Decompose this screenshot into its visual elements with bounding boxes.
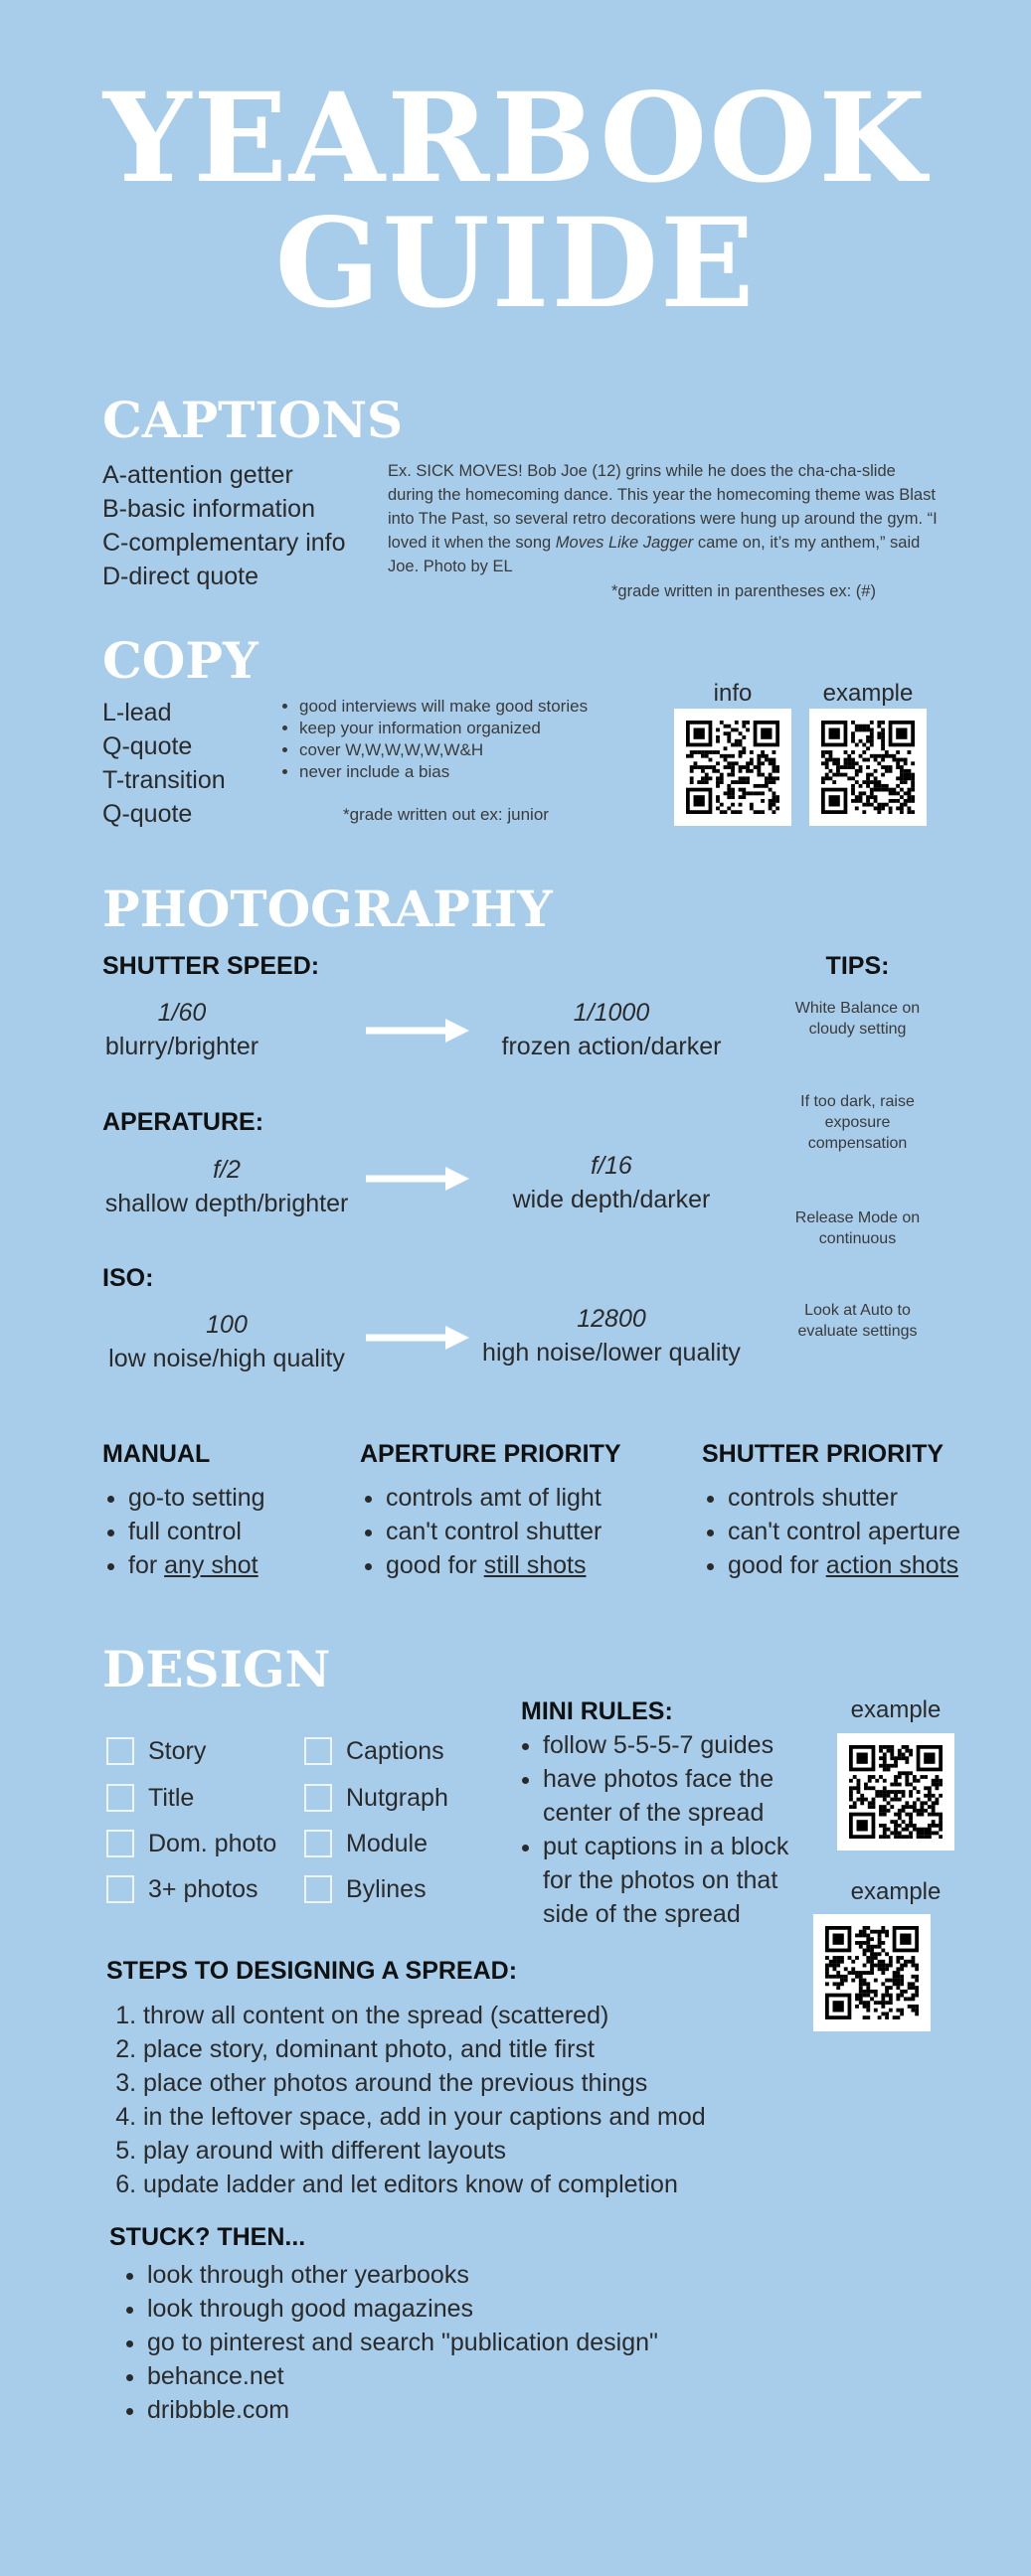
checklist-label: Captions (346, 1736, 444, 1765)
checkbox-icon[interactable] (106, 1830, 134, 1857)
mini-rule: • follow 5-5-5-7 guides (543, 1728, 811, 1762)
stuck-item[interactable]: • dribbble.com (147, 2393, 793, 2427)
checklist-label: Bylines (346, 1874, 427, 1903)
mode-aperture-priority (360, 1437, 678, 1582)
mode-heading: APERTURE PRIORITY (360, 1440, 621, 1468)
mode-list (702, 1481, 1020, 1582)
shutter-right-value: 1/1000 (573, 999, 650, 1027)
mode-heading: SHUTTER PRIORITY (702, 1440, 945, 1468)
checklist-label: Module (346, 1829, 428, 1857)
caption-example-text-end: came on, it’s my anthem,” said Joe. Photo by EL (388, 534, 921, 575)
checklist-item[interactable] (304, 1727, 448, 1774)
tip-item: Release Mode on continuous (794, 1209, 921, 1247)
mode-list (360, 1481, 678, 1582)
mode-item-link[interactable]: any shot (164, 1551, 258, 1579)
stuck-item: • look through good magazines (147, 2292, 793, 2326)
mode-item: • controls amt of light (386, 1481, 678, 1515)
shutter-left-value: 1/60 (157, 999, 207, 1027)
checkbox-icon[interactable] (106, 1875, 134, 1903)
iso-right-value: 12800 (577, 1305, 646, 1333)
captions-list (102, 458, 346, 593)
checklist-item[interactable] (106, 1727, 276, 1774)
copy-item: Q-quote (102, 732, 193, 760)
qr-code-icon[interactable] (674, 709, 791, 826)
steps-heading: STEPS TO DESIGNING A SPREAD: (106, 1957, 518, 1985)
caption-example-song: Moves Like Jagger (555, 534, 694, 552)
mode-item: • controls shutter (728, 1481, 1020, 1515)
design-checklist-right (304, 1727, 448, 1912)
mode-item-link[interactable]: action shots (825, 1551, 959, 1579)
stuck-item: • look through other yearbooks (147, 2258, 793, 2292)
aperture-right-desc: wide depth/darker (512, 1186, 711, 1213)
qr-code-graphic (825, 1926, 919, 2019)
step-item: 2. place story, dominant photo, and title first (143, 2032, 819, 2066)
checkbox-icon[interactable] (106, 1737, 134, 1765)
shutter-right-desc: frozen action/darker (501, 1033, 722, 1060)
qr-code-graphic (849, 1745, 943, 1839)
mode-shutter-priority (702, 1437, 1020, 1582)
iso-label: ISO: (102, 1264, 154, 1292)
captions-item: C-complementary info (102, 529, 346, 557)
checkbox-icon[interactable] (304, 1830, 332, 1857)
checklist-item[interactable] (304, 1821, 448, 1865)
tips-heading: TIPS: (825, 952, 890, 980)
aperture-label: APERATURE: (102, 1108, 264, 1136)
qr-code-graphic (686, 721, 779, 814)
steps-list (107, 1999, 819, 2201)
captions-heading: CAPTIONS (102, 391, 404, 449)
shutter-speed-label: SHUTTER SPEED: (102, 952, 320, 980)
stuck-item: • go to pinterest and search "publication design" (147, 2326, 793, 2359)
mode-item-link[interactable]: still shots (483, 1551, 587, 1579)
checklist-label: Title (148, 1783, 195, 1812)
step-item: 1. throw all content on the spread (scattered) (143, 1999, 819, 2032)
aperture-right (477, 1149, 746, 1216)
checklist-item[interactable] (106, 1821, 276, 1865)
captions-item: A-attention getter (102, 461, 293, 489)
iso-left-value: 100 (206, 1311, 248, 1339)
qr-label-example: example (850, 1696, 942, 1723)
copy-bullet: • good interviews will make good stories (299, 696, 588, 718)
caption-example (388, 459, 945, 578)
tip-item: Look at Auto to evaluate settings (797, 1302, 918, 1340)
title-line-1: YEARBOOK (102, 67, 929, 211)
stuck-list (121, 2258, 793, 2427)
stuck-item[interactable]: • behance.net (147, 2359, 793, 2393)
checklist-item[interactable] (304, 1774, 448, 1821)
step-item: 3. place other photos around the previous things (143, 2066, 819, 2100)
arrow-right-icon (366, 1165, 469, 1193)
iso-left-desc: low noise/high quality (108, 1345, 345, 1372)
checkbox-icon[interactable] (304, 1875, 332, 1903)
checklist-label: 3+ photos (148, 1874, 258, 1903)
mode-item-text: good for (728, 1551, 826, 1579)
step-item: 4. in the leftover space, add in your captions and mod (143, 2100, 819, 2134)
checkbox-icon[interactable] (304, 1784, 332, 1812)
aperture-left-value: f/2 (213, 1156, 241, 1184)
checklist-item[interactable] (304, 1865, 448, 1912)
checklist-label: Story (148, 1736, 207, 1765)
qr-label-example: example (850, 1878, 942, 1905)
tip-item: If too dark, raise exposure compensation (800, 1093, 915, 1152)
qr-code-icon[interactable] (837, 1733, 954, 1851)
qr-code-graphic (821, 721, 915, 814)
captions-item: B-basic information (102, 495, 315, 523)
tip-item: White Balance on cloudy setting (794, 1000, 921, 1038)
caption-example-text: Ex. SICK MOVES! Bob Joe (12) grins while he does the cha-cha-slide during the homecoming dance. This year the homecoming theme was Blast into The Past, so several retro decorations were hung up around the gym. “I loved it when the song (388, 462, 938, 552)
stuck-heading: STUCK? THEN... (109, 2223, 306, 2251)
aperture-right-value: f/16 (591, 1152, 632, 1180)
copy-bullet: • never include a bias (299, 761, 588, 783)
mini-rules-list (517, 1728, 811, 1931)
qr-label-info: info (713, 680, 753, 707)
checklist-label: Nutgraph (346, 1783, 448, 1812)
copy-item: T-transition (102, 766, 226, 794)
copy-heading: COPY (102, 631, 258, 690)
copy-item: Q-quote (102, 800, 193, 828)
iso-right (467, 1302, 756, 1369)
mode-item (128, 1548, 351, 1582)
copy-item: L-lead (102, 699, 172, 726)
checklist-label: Dom. photo (148, 1829, 277, 1857)
mode-item: • full control (128, 1515, 351, 1548)
mode-item-text: good for (386, 1551, 484, 1579)
qr-code-icon[interactable] (809, 709, 927, 826)
arrow-right-icon (366, 1017, 469, 1045)
design-checklist-left (106, 1727, 276, 1912)
mini-rule: • have photos face the center of the spread (543, 1762, 811, 1830)
mini-rule: • put captions in a block for the photos on that side of the spread (543, 1830, 811, 1931)
photography-heading: PHOTOGRAPHY (102, 880, 553, 938)
mode-item (386, 1548, 678, 1582)
shutter-left (83, 996, 281, 1063)
title-line-2: GUIDE (274, 192, 757, 336)
captions-note: *grade written in parentheses ex: (#) (611, 582, 876, 600)
aperture-left (83, 1153, 371, 1220)
qr-label-example: example (822, 680, 914, 707)
copy-note: *grade written out ex: junior (343, 805, 549, 824)
shutter-left-desc: blurry/brighter (104, 1033, 259, 1060)
captions-item: D-direct quote (102, 563, 259, 590)
mode-item: • go-to setting (128, 1481, 351, 1515)
checkbox-icon[interactable] (106, 1784, 134, 1812)
checklist-item[interactable] (106, 1865, 276, 1912)
iso-right-desc: high noise/lower quality (482, 1339, 741, 1367)
design-heading: DESIGN (102, 1640, 331, 1698)
mode-item-text: for (128, 1551, 165, 1579)
step-item: 6. update ladder and let editors know of completion (143, 2168, 819, 2201)
copy-bullet: • keep your information organized (299, 718, 588, 739)
arrow-right-icon (366, 1324, 469, 1352)
mini-rules-heading: MINI RULES: (521, 1697, 673, 1725)
shutter-right (477, 996, 746, 1063)
mode-item: • can't control aperture (728, 1515, 1020, 1548)
step-item: 5. play around with different layouts (143, 2134, 819, 2168)
copy-bullets (273, 696, 588, 783)
qr-code-icon[interactable] (813, 1914, 931, 2031)
checklist-item[interactable] (106, 1774, 276, 1821)
aperture-left-desc: shallow depth/brighter (104, 1190, 349, 1217)
checkbox-icon[interactable] (304, 1737, 332, 1765)
mode-list (102, 1481, 351, 1582)
mode-manual (102, 1437, 351, 1582)
copy-bullet: • cover W,W,W,W,W,W&H (299, 739, 588, 761)
iso-left (83, 1308, 371, 1375)
mode-item (728, 1548, 1020, 1582)
mode-item: • can't control shutter (386, 1515, 678, 1548)
copy-list (102, 696, 226, 831)
mode-heading: MANUAL (102, 1440, 211, 1468)
